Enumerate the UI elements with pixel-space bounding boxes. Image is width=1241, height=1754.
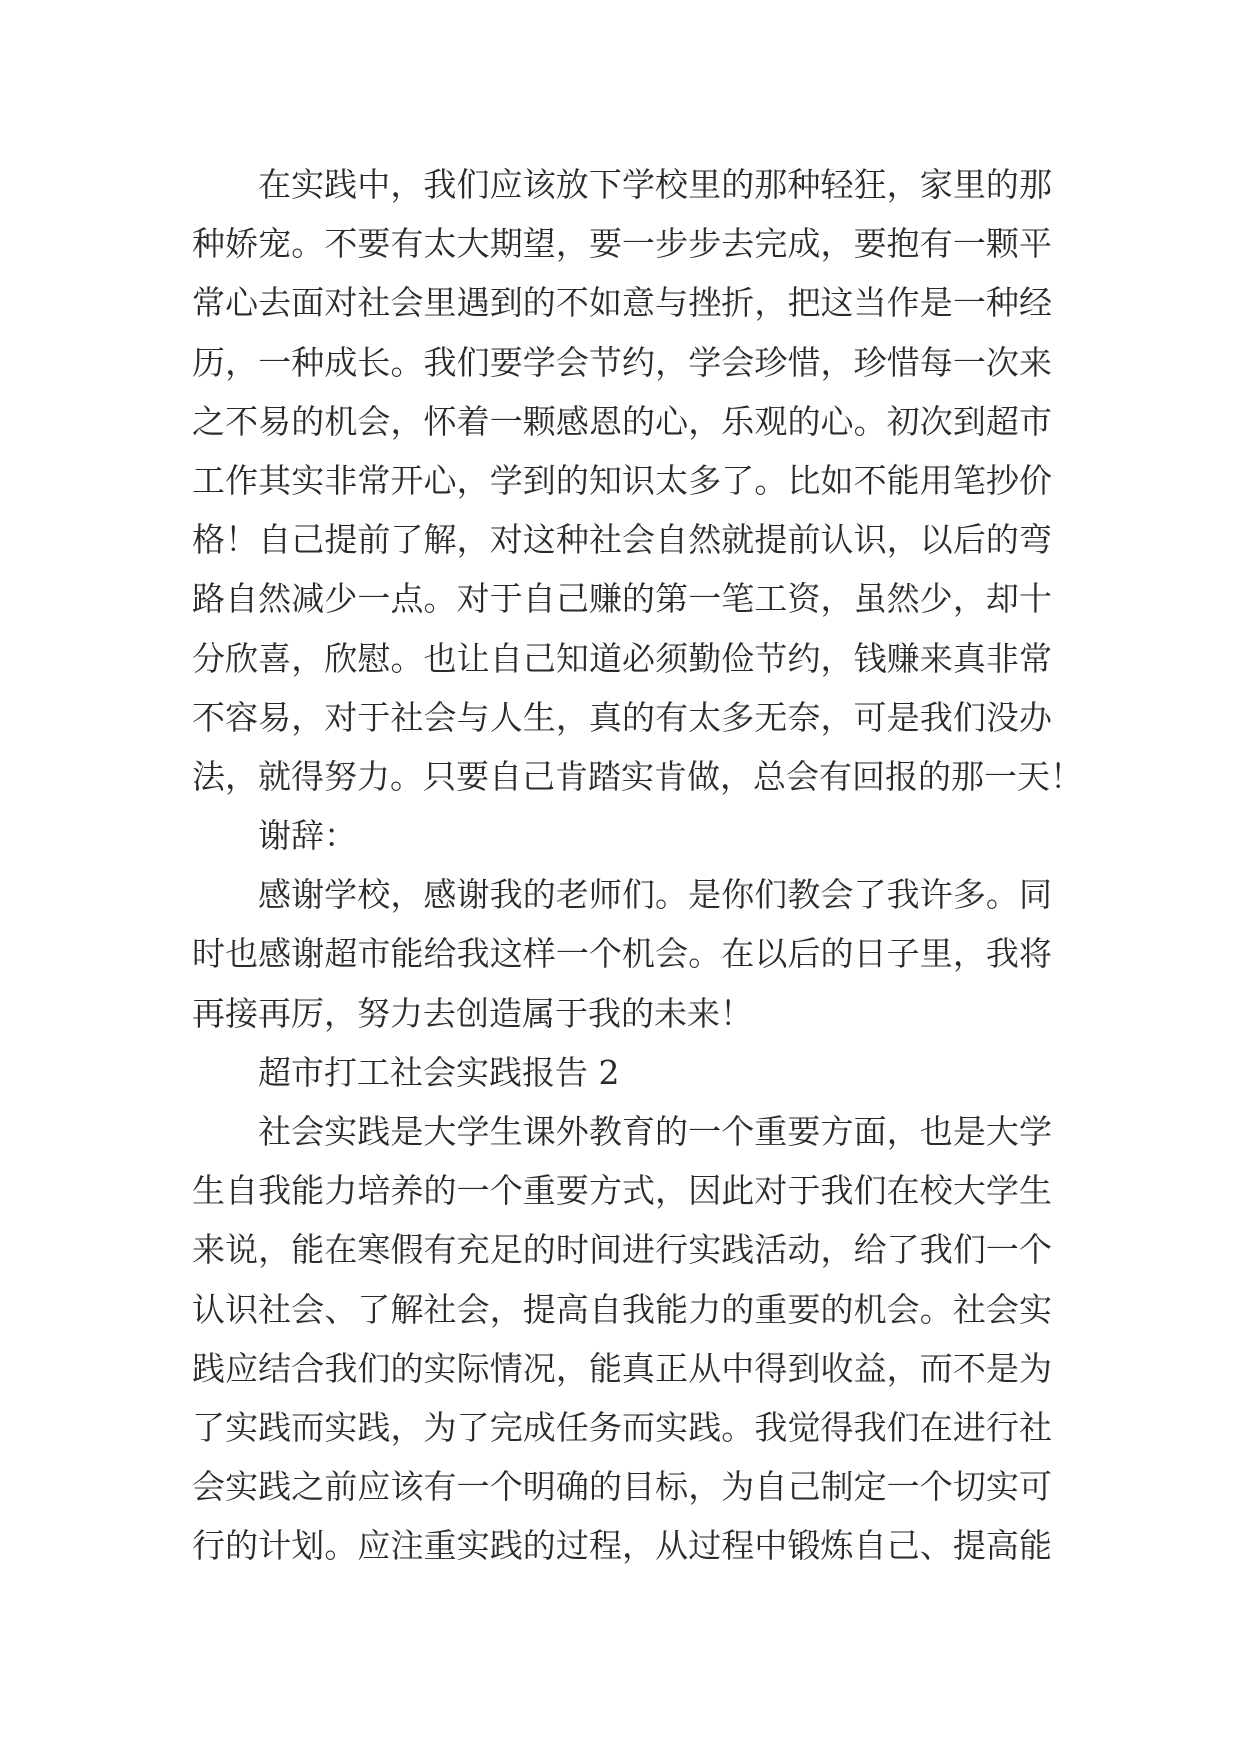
text-line: 社会实践是大学生课外教育的一个重要方面，也是大学	[258, 1112, 1052, 1151]
text-line: 工作其实非常开心，学到的知识太多了。比如不能用笔抄价	[192, 460, 1052, 500]
text-line: 历，一种成长。我们要学会节约，学会珍惜，珍惜每一次来	[192, 342, 1052, 382]
text-line: 路自然减少一点。对于自己赚的第一笔工资，虽然少，却十	[192, 579, 1052, 619]
text-line: 来说，能在寒假有充足的时间进行实践活动，给了我们一个	[192, 1230, 1052, 1270]
text-line: 不容易，对于社会与人生，真的有太多无奈，可是我们没办	[192, 697, 1052, 737]
text-line: 常心去面对社会里遇到的不如意与挫折，把这当作是一种经	[192, 283, 1052, 323]
text-line: 感谢学校，感谢我的老师们。是你们教会了我许多。同	[258, 875, 1052, 915]
text-line: 时也感谢超市能给我这样一个机会。在以后的日子里，我将	[192, 934, 1052, 974]
text-line: 超市打工社会实践报告 2	[258, 1052, 620, 1092]
text-line: 了实践而实践，为了完成任务而实践。我觉得我们在进行社	[192, 1407, 1052, 1447]
text-line: 种娇宠。不要有太大期望，要一步步去完成，要抱有一颗平	[192, 224, 1052, 264]
document-page	[192, 155, 1083, 1576]
text-line: 法，就得努力。只要自己肯踏实肯做，总会有回报的那一天！	[192, 756, 1083, 796]
text-line: 格！自己提前了解，对这种社会自然就提前认识，以后的弯	[192, 520, 1052, 560]
text-line: 行的计划。应注重实践的过程，从过程中锻炼自己、提高能	[192, 1526, 1052, 1566]
text-line: 会实践之前应该有一个明确的目标，为自己制定一个切实可	[192, 1467, 1052, 1507]
text-line: 生自我能力培养的一个重要方式，因此对于我们在校大学生	[192, 1171, 1052, 1211]
text-line: 分欣喜，欣慰。也让自己知道必须勤俭节约，钱赚来真非常	[192, 638, 1052, 678]
text-line: 再接再厉，努力去创造属于我的未来！	[192, 993, 753, 1033]
text-line: 在实践中，我们应该放下学校里的那种轻狂，家里的那	[258, 165, 1052, 204]
text-line: 谢辞：	[258, 816, 357, 856]
text-line: 认识社会、了解社会，提高自我能力的重要的机会。社会实	[192, 1289, 1052, 1329]
text-line: 之不易的机会，怀着一颗感恩的心，乐观的心。初次到超市	[192, 401, 1052, 441]
text-line: 践应结合我们的实际情况，能真正从中得到收益，而不是为	[192, 1348, 1052, 1388]
